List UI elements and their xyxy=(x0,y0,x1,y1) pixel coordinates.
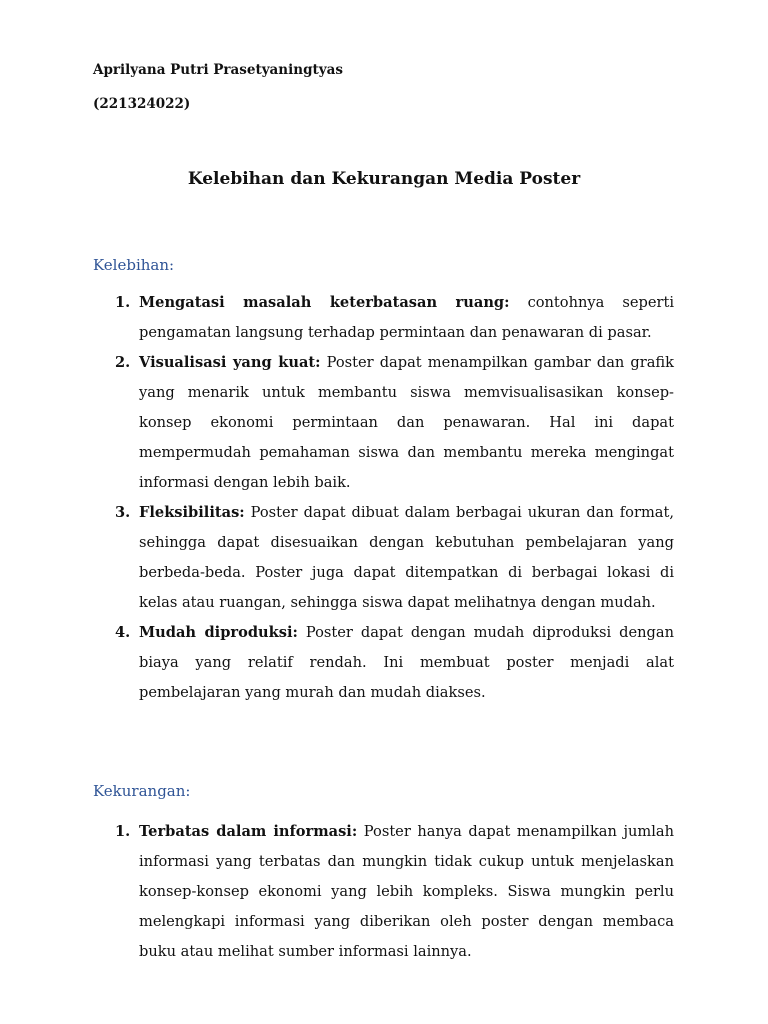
item-number: 4. xyxy=(115,624,131,641)
item-lead: Visualisasi yang kuat: xyxy=(139,354,321,371)
item-text: Poster dapat menampilkan gambar dan grafik yang menarik untuk membantu siswa memvisualisasikan konsep-konsep ekonomi permintaan dan penawaran. Hal ini dapat mempermudah pemahaman siswa dan membantu mereka mengingat informasi dengan lebih baik. xyxy=(139,354,674,491)
section-heading-kelebihan: Kelebihan: xyxy=(93,256,175,274)
item-number: 1. xyxy=(115,823,131,840)
list-item xyxy=(93,498,674,618)
item-text: Poster hanya dapat menampilkan jumlah informasi yang terbatas dan mungkin tidak cukup untuk menjelaskan konsep-konsep ekonomi yang lebih kompleks. Siswa mungkin perlu melengkapi informasi yang diberikan oleh poster dengan membaca buku atau melihat sumber informasi lainnya. xyxy=(139,823,674,960)
list-item xyxy=(93,618,674,708)
page-title: Kelebihan dan Kekurangan Media Poster xyxy=(187,169,581,189)
student-id: (221324022) xyxy=(93,96,191,112)
item-text: contohnya seperti pengamatan langsung terhadap permintaan dan penawaran di pasar. xyxy=(139,294,674,341)
item-lead: Mudah diproduksi: xyxy=(139,624,298,641)
list-item xyxy=(93,348,674,498)
item-number: 2. xyxy=(115,354,131,371)
item-number: 3. xyxy=(115,504,131,521)
kekurangan-list xyxy=(93,817,674,967)
author-name: Aprilyana Putri Prasetyaningtyas xyxy=(93,62,343,78)
item-number: 1. xyxy=(115,294,131,311)
list-item xyxy=(93,817,674,967)
item-text: Poster dapat dibuat dalam berbagai ukuran dan format, sehingga dapat disesuaikan dengan kebutuhan pembelajaran yang berbeda-beda. Poster juga dapat ditempatkan di berbagai lokasi di kelas atau ruangan, sehingga siswa dapat melihatnya dengan mudah. xyxy=(139,504,674,611)
section-heading-kekurangan: Kekurangan: xyxy=(93,782,191,800)
item-lead: Mengatasi masalah keterbatasan ruang: xyxy=(139,294,510,311)
item-lead: Fleksibilitas: xyxy=(139,504,245,521)
item-lead: Terbatas dalam informasi: xyxy=(139,823,358,840)
kelebihan-list xyxy=(93,288,674,708)
list-item xyxy=(93,288,674,348)
item-text: Poster dapat dengan mudah diproduksi dengan biaya yang relatif rendah. Ini membuat poster menjadi alat pembelajaran yang murah dan mudah diakses. xyxy=(139,624,674,701)
